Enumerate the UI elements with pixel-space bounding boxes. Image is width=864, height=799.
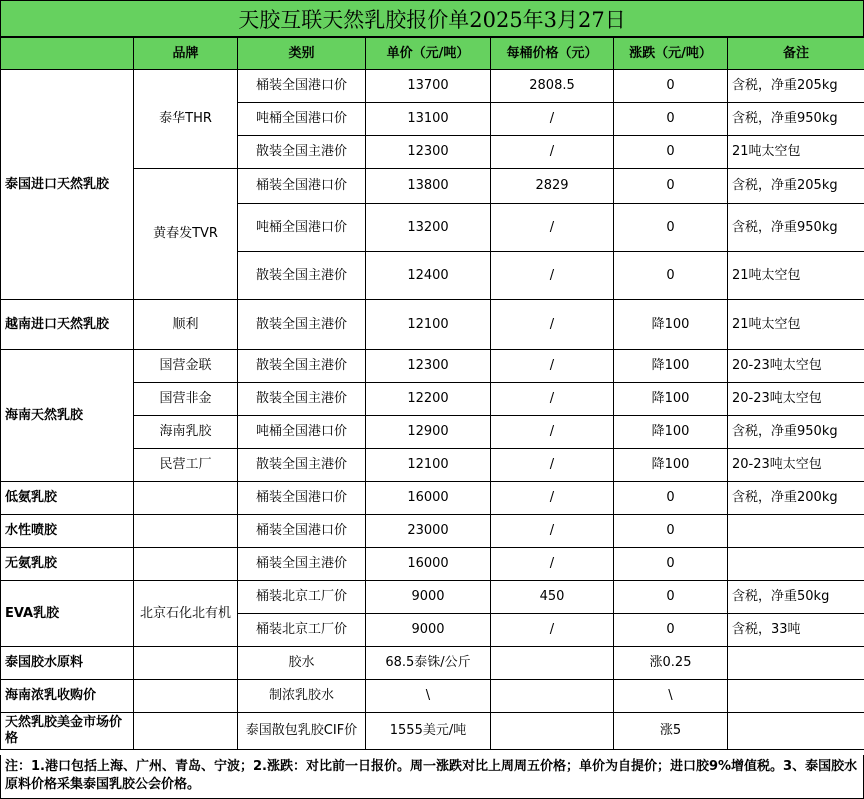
header-category <box>1 38 134 70</box>
type-cell: 桶装全国主港价 <box>238 548 366 581</box>
change-cell: 0 <box>614 548 728 581</box>
price-cell: \ <box>366 680 491 713</box>
footnote: 注：1.港口包括上海、广州、青岛、宁波；2.涨跌：对比前一日报价。周一涨跌对比上周周五价格；单价为自提价；进口胶9%增值税。3、泰国胶水原料价格采集泰国乳胶公会价格。 <box>0 755 864 799</box>
type-cell: 吨桶全国港口价 <box>238 416 366 449</box>
type-cell: 散装全国主港价 <box>238 300 366 350</box>
per-barrel-cell: / <box>491 252 614 300</box>
price-cell: 12400 <box>366 252 491 300</box>
price-cell: 12100 <box>366 300 491 350</box>
remark-cell <box>728 713 864 750</box>
change-cell: 降100 <box>614 383 728 416</box>
header-remark: 备注 <box>728 38 864 70</box>
category-cell: 海南浓乳收购价 <box>1 680 134 713</box>
change-cell: 0 <box>614 614 728 647</box>
price-cell: 16000 <box>366 482 491 515</box>
table-row <box>1 680 864 713</box>
remark-cell: 含税，净重950kg <box>728 416 864 449</box>
brand-cell: 国营金联 <box>134 350 238 383</box>
type-cell: 桶装北京工厂价 <box>238 614 366 647</box>
header-price: 单价（元/吨） <box>366 38 491 70</box>
per-barrel-cell: / <box>491 350 614 383</box>
price-cell: 12200 <box>366 383 491 416</box>
change-cell: 0 <box>614 482 728 515</box>
type-cell: 吨桶全国港口价 <box>238 103 366 136</box>
table-header-row <box>1 38 864 70</box>
type-cell: 散装全国主港价 <box>238 136 366 169</box>
remark-cell <box>728 680 864 713</box>
change-cell: 0 <box>614 204 728 252</box>
per-barrel-cell: / <box>491 300 614 350</box>
page-title: 天胶互联天然乳胶报价单2025年3月27日 <box>0 0 864 37</box>
per-barrel-cell: 2829 <box>491 169 614 204</box>
price-cell: 9000 <box>366 614 491 647</box>
remark-cell: 21吨太空包 <box>728 252 864 300</box>
remark-cell: 含税，33吨 <box>728 614 864 647</box>
brand-cell <box>134 515 238 548</box>
price-cell: 68.5泰铢/公斤 <box>366 647 491 680</box>
category-cell: EVA乳胶 <box>1 581 134 647</box>
category-cell: 无氨乳胶 <box>1 548 134 581</box>
per-barrel-cell: / <box>491 482 614 515</box>
remark-cell: 含税，净重950kg <box>728 103 864 136</box>
brand-cell: 泰华THR <box>134 70 238 169</box>
change-cell: 涨0.25 <box>614 647 728 680</box>
change-cell: 0 <box>614 581 728 614</box>
category-cell: 海南天然乳胶 <box>1 350 134 482</box>
table-row <box>1 482 864 515</box>
brand-cell: 海南乳胶 <box>134 416 238 449</box>
type-cell: 制浓乳胶水 <box>238 680 366 713</box>
per-barrel-cell: / <box>491 614 614 647</box>
type-cell: 散装全国主港价 <box>238 383 366 416</box>
brand-cell <box>134 482 238 515</box>
table-row <box>1 713 864 750</box>
price-cell: 13200 <box>366 204 491 252</box>
price-cell: 12300 <box>366 136 491 169</box>
table-row <box>1 350 864 383</box>
price-table <box>0 37 864 750</box>
per-barrel-cell: / <box>491 103 614 136</box>
type-cell: 桶装全国港口价 <box>238 169 366 204</box>
per-barrel-cell <box>491 647 614 680</box>
per-barrel-cell: / <box>491 449 614 482</box>
price-cell: 1555美元/吨 <box>366 713 491 750</box>
type-cell: 桶装全国港口价 <box>238 515 366 548</box>
per-barrel-cell <box>491 680 614 713</box>
price-cell: 9000 <box>366 581 491 614</box>
price-cell: 16000 <box>366 548 491 581</box>
change-cell: 降100 <box>614 300 728 350</box>
brand-cell: 民营工厂 <box>134 449 238 482</box>
category-cell: 天然乳胶美金市场价格 <box>1 713 134 750</box>
remark-cell <box>728 548 864 581</box>
brand-cell: 北京石化北有机 <box>134 581 238 647</box>
remark-cell: 21吨太空包 <box>728 300 864 350</box>
remark-cell: 20-23吨太空包 <box>728 350 864 383</box>
brand-cell: 国营非金 <box>134 383 238 416</box>
remark-cell <box>728 515 864 548</box>
price-cell: 12100 <box>366 449 491 482</box>
change-cell: 0 <box>614 515 728 548</box>
remark-cell <box>728 647 864 680</box>
category-cell: 低氨乳胶 <box>1 482 134 515</box>
remark-cell: 含税，净重205kg <box>728 169 864 204</box>
per-barrel-cell: / <box>491 515 614 548</box>
change-cell: 0 <box>614 103 728 136</box>
per-barrel-cell: / <box>491 548 614 581</box>
change-cell: 涨5 <box>614 713 728 750</box>
table-row <box>1 647 864 680</box>
table-row <box>1 548 864 581</box>
type-cell: 散装全国主港价 <box>238 449 366 482</box>
table-row <box>1 300 864 350</box>
price-cell: 13800 <box>366 169 491 204</box>
price-cell: 12300 <box>366 350 491 383</box>
remark-cell: 含税，净重950kg <box>728 204 864 252</box>
per-barrel-cell: / <box>491 136 614 169</box>
price-cell: 12900 <box>366 416 491 449</box>
header-change: 涨跌（元/吨） <box>614 38 728 70</box>
brand-cell <box>134 713 238 750</box>
brand-cell <box>134 680 238 713</box>
per-barrel-cell: 2808.5 <box>491 70 614 103</box>
remark-cell: 20-23吨太空包 <box>728 449 864 482</box>
brand-cell <box>134 647 238 680</box>
category-cell: 越南进口天然乳胶 <box>1 300 134 350</box>
price-cell: 13700 <box>366 70 491 103</box>
type-cell: 胶水 <box>238 647 366 680</box>
header-type: 类别 <box>238 38 366 70</box>
remark-cell: 含税，净重50kg <box>728 581 864 614</box>
brand-cell <box>134 548 238 581</box>
change-cell: \ <box>614 680 728 713</box>
change-cell: 0 <box>614 169 728 204</box>
per-barrel-cell: / <box>491 204 614 252</box>
price-cell: 13100 <box>366 103 491 136</box>
change-cell: 降100 <box>614 350 728 383</box>
header-per-barrel: 每桶价格（元） <box>491 38 614 70</box>
table-row <box>1 581 864 614</box>
remark-cell: 含税，净重205kg <box>728 70 864 103</box>
type-cell: 散装全国主港价 <box>238 350 366 383</box>
change-cell: 0 <box>614 136 728 169</box>
table-row <box>1 70 864 103</box>
type-cell: 桶装北京工厂价 <box>238 581 366 614</box>
remark-cell: 21吨太空包 <box>728 136 864 169</box>
per-barrel-cell: 450 <box>491 581 614 614</box>
remark-cell: 20-23吨太空包 <box>728 383 864 416</box>
per-barrel-cell <box>491 713 614 750</box>
table-row <box>1 515 864 548</box>
change-cell: 0 <box>614 252 728 300</box>
per-barrel-cell: / <box>491 416 614 449</box>
type-cell: 桶装全国港口价 <box>238 70 366 103</box>
category-cell: 泰国胶水原料 <box>1 647 134 680</box>
brand-cell: 顺利 <box>134 300 238 350</box>
price-cell: 23000 <box>366 515 491 548</box>
per-barrel-cell: / <box>491 383 614 416</box>
change-cell: 降100 <box>614 416 728 449</box>
change-cell: 降100 <box>614 449 728 482</box>
type-cell: 吨桶全国港口价 <box>238 204 366 252</box>
change-cell: 0 <box>614 70 728 103</box>
remark-cell: 含税，净重200kg <box>728 482 864 515</box>
type-cell: 散装全国主港价 <box>238 252 366 300</box>
type-cell: 泰国散包乳胶CIF价 <box>238 713 366 750</box>
brand-cell: 黄春发TVR <box>134 169 238 300</box>
category-cell: 泰国进口天然乳胶 <box>1 70 134 300</box>
header-brand: 品牌 <box>134 38 238 70</box>
category-cell: 水性喷胶 <box>1 515 134 548</box>
type-cell: 桶装全国港口价 <box>238 482 366 515</box>
